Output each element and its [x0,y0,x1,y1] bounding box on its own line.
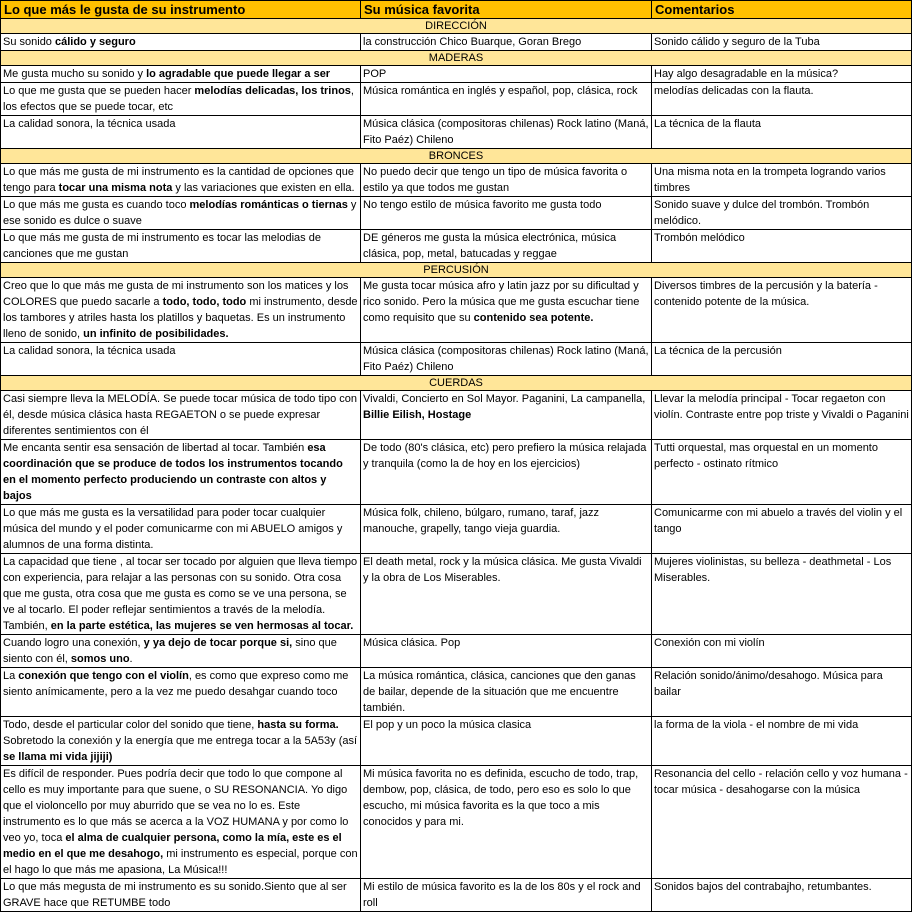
cell-comments: Sonido cálido y seguro de la Tuba [652,34,912,51]
cell-comments: Sonido suave y dulce del trombón. Trombón melódico. [652,197,912,230]
cell-instrument: Lo que me gusta que se pueden hacer melodías delicadas, los trinos, los efectos que se puede tocar, etc [1,83,361,116]
table-body [1,19,912,912]
cell-instrument: Lo que más me gusta de mi instrumento es la cantidad de opciones que tengo para tocar una misma nota y las variaciones que existen en ella. [1,164,361,197]
cell-instrument: Cuando logro una conexión, y ya dejo de tocar porque si, sino que siento con él, somos uno. [1,635,361,668]
cell-instrument: Me encanta sentir esa sensación de libertad al tocar. También esa coordinación que se produce de todos los instrumentos tocando en el momento perfecto produciendo un contraste con altos y bajos [1,440,361,505]
table-row [1,554,912,635]
cell-favorite-music: POP [361,66,652,83]
cell-favorite-music: Música clásica (compositoras chilenas) Rock latino (Maná, Fito Paéz) Chileno [361,343,652,376]
cell-favorite-music: Música clásica. Pop [361,635,652,668]
table-row [1,766,912,879]
cell-comments: Tutti orquestal, mas orquestal en un momento perfecto - ostinato rítmico [652,440,912,505]
section-row [1,376,912,391]
section-row [1,51,912,66]
section-row [1,19,912,34]
cell-favorite-music: Vivaldi, Concierto en Sol Mayor. Paganini, La campanella, Billie Eilish, Hostage [361,391,652,440]
table-row [1,505,912,554]
cell-instrument: La capacidad que tiene , al tocar ser tocado por alguien que lleva tiempo con experiencia, para relajar a las personas con su sonido. Otra cosa que me gusta, otra cosa que me gusta es como se ve una persona, se ve al tocarlo. El poder reflejar sentimientos a través de la melodía. También, en la parte estética, las mujeres se ven hermosas al tocar. [1,554,361,635]
table-row [1,635,912,668]
cell-instrument: Casi siempre lleva la MELODÍA. Se puede tocar música de todo tipo con él, desde música clásica hasta REGAETON o se puede expresar diferentes sentimientos con él [1,391,361,440]
cell-favorite-music: La música romántica, clásica, canciones que den ganas de bailar, depende de la situación que me encuentre también. [361,668,652,717]
section-label: CUERDAS [1,376,912,391]
cell-favorite-music: la construcción Chico Buarque, Goran Brego [361,34,652,51]
section-row [1,263,912,278]
cell-instrument: La calidad sonora, la técnica usada [1,116,361,149]
section-label: PERCUSIÓN [1,263,912,278]
table-row [1,83,912,116]
header-favorite-music: Su música favorita [361,1,652,19]
cell-favorite-music: DE géneros me gusta la música electrónica, música clásica, pop, metal, batucadas y reggae [361,230,652,263]
cell-comments: Conexión con mi violín [652,635,912,668]
cell-instrument: Es difícil de responder. Pues podría decir que todo lo que compone al cello es muy importante para que suene, o SU RESONANCIA. Yo digo que el violoncello por muy aburrido que se vea no lo es. Este instrumento es lo que más se acerca a la VOZ HUMANA y por como lo veo yo, toca el alma de cualquier persona, como la mía, este es el medio en el que me desahogo, mi instrumento es especial, porque con el hago lo que más me apasiona, La Música!!! [1,766,361,879]
table-row [1,197,912,230]
header-instrument: Lo que más le gusta de su instrumento [1,1,361,19]
header-comments: Comentarios [652,1,912,19]
cell-comments: Sonidos bajos del contrabajho, retumbantes. [652,879,912,912]
cell-comments: Una misma nota en la trompeta logrando varios timbres [652,164,912,197]
cell-comments: Relación sonido/ánimo/desahogo. Música para bailar [652,668,912,717]
cell-instrument: Lo que más me gusta es cuando toco melodías románticas o tiernas y ese sonido es dulce o suave [1,197,361,230]
cell-instrument: Creo que lo que más me gusta de mi instrumento son los matices y los COLORES que puedo sacarle a todo, todo, todo mi instrumento, desde los tambores y atriles hasta los platillos y baquetas. Es un instrumento lleno de sonido, un infinito de posibilidades. [1,278,361,343]
table-row [1,116,912,149]
cell-favorite-music: Mi música favorita no es definida, escucho de todo, trap, dembow, pop, clásica, de todo, pero eso es solo lo que escucho, mi música favorita es la que toco a mis conocidos y para mi. [361,766,652,879]
section-label: DIRECCIÓN [1,19,912,34]
table-row [1,343,912,376]
cell-instrument: Lo que más me gusta es la versatilidad para poder tocar cualquier música del mundo y el poder comunicarme con mi ABUELO amigos y alumnos de una forma distinta. [1,505,361,554]
cell-favorite-music: Música clásica (compositoras chilenas) Rock latino (Maná, Fito Paéz) Chileno [361,116,652,149]
table-row [1,66,912,83]
cell-instrument: Lo que más me gusta de mi instrumento es tocar las melodias de canciones que me gustan [1,230,361,263]
table-row [1,391,912,440]
cell-comments: La técnica de la flauta [652,116,912,149]
cell-instrument: Todo, desde el particular color del sonido que tiene, hasta su forma. Sobretodo la conexión y la energía que me entrega tocar a la 5A53y (así se llama mi vida jijiji) [1,717,361,766]
cell-instrument: La calidad sonora, la técnica usada [1,343,361,376]
cell-comments: Mujeres violinistas, su belleza - deathmetal - Los Miserables. [652,554,912,635]
cell-comments: Diversos timbres de la percusión y la batería - contenido potente de la música. [652,278,912,343]
table-row [1,230,912,263]
cell-comments: Llevar la melodía principal - Tocar regaeton con violín. Contraste entre pop triste y Vivaldi o Paganini [652,391,912,440]
cell-favorite-music: No tengo estilo de música favorito me gusta todo [361,197,652,230]
cell-favorite-music: Me gusta tocar música afro y latin jazz por su dificultad y rico sonido. Pero la música que me gusta escuchar tiene como requisito que su contenido sea potente. [361,278,652,343]
cell-instrument: Lo que más megusta de mi instrumento es su sonido.Siento que al ser GRAVE hace que RETUMBE todo [1,879,361,912]
cell-comments: melodías delicadas con la flauta. [652,83,912,116]
cell-favorite-music: De todo (80's clásica, etc) pero prefiero la música relajada y tranquila (como la de hoy en los ejercicios) [361,440,652,505]
cell-comments: la forma de la viola - el nombre de mi vida [652,717,912,766]
table-row [1,440,912,505]
table-row [1,34,912,51]
section-label: BRONCES [1,149,912,164]
table-row [1,278,912,343]
table-row [1,879,912,912]
cell-comments: Comunicarme con mi abuelo a través del violin y el tango [652,505,912,554]
header-row [1,1,912,19]
cell-favorite-music: El pop y un poco la música clasica [361,717,652,766]
cell-favorite-music: El death metal, rock y la música clásica. Me gusta Vivaldi y la obra de Los Miserables. [361,554,652,635]
cell-comments: Hay algo desagradable en la música? [652,66,912,83]
cell-comments: Resonancia del cello - relación cello y voz humana - tocar música - desahogarse con la música [652,766,912,879]
cell-comments: Trombón melódico [652,230,912,263]
cell-favorite-music: Mi estilo de música favorito es la de los 80s y el rock and roll [361,879,652,912]
cell-favorite-music: Música folk, chileno, búlgaro, rumano, taraf, jazz manouche, grapelly, tango vieja guardia. [361,505,652,554]
cell-favorite-music: No puedo decir que tengo un tipo de música favorita o estilo ya que todos me gustan [361,164,652,197]
cell-favorite-music: Música romántica en inglés y español, pop, clásica, rock [361,83,652,116]
table-row [1,717,912,766]
table-row [1,164,912,197]
section-row [1,149,912,164]
section-label: MADERAS [1,51,912,66]
cell-comments: La técnica de la percusión [652,343,912,376]
cell-instrument: Su sonido cálido y seguro [1,34,361,51]
cell-instrument: La conexión que tengo con el violín, es como que expreso como me siento anímicamente, pero a la vez me puedo desahgar cuando toco [1,668,361,717]
cell-instrument: Me gusta mucho su sonido y lo agradable que puede llegar a ser [1,66,361,83]
table-row [1,668,912,717]
